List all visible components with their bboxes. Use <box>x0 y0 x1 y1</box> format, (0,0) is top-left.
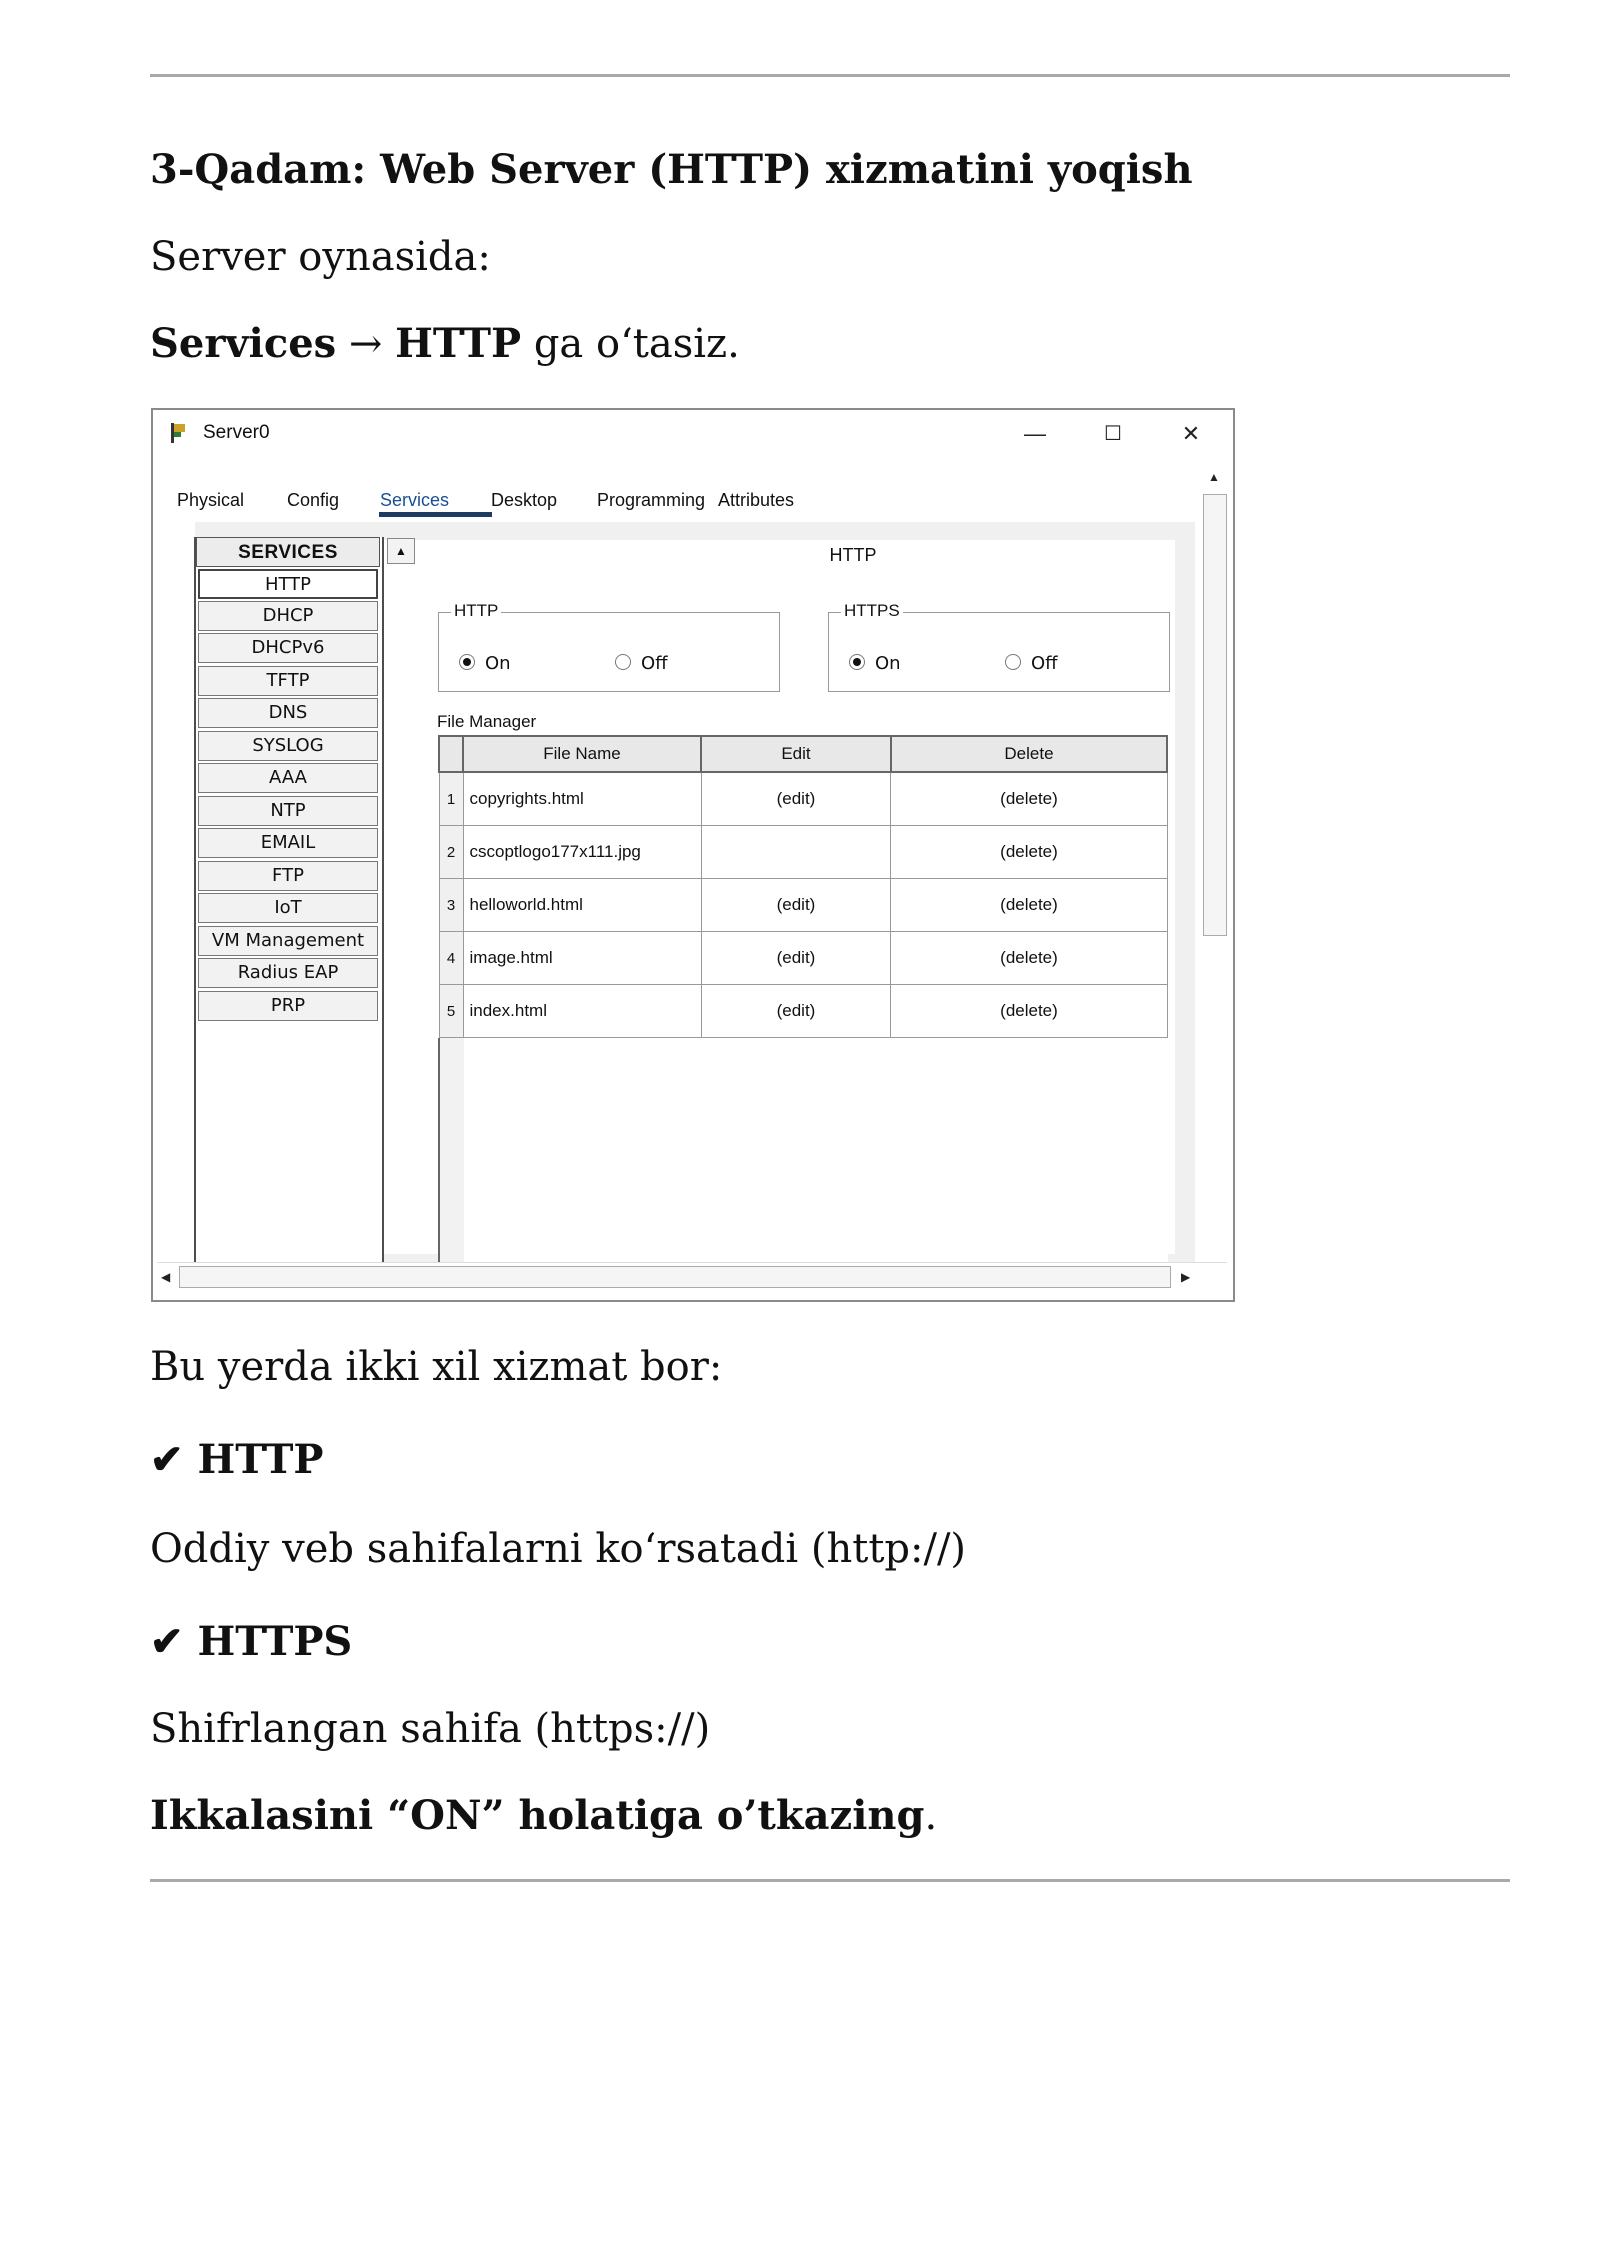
row-number: 5 <box>439 985 463 1038</box>
title-bar <box>153 410 1233 458</box>
https-group-label: HTTPS <box>841 601 903 621</box>
vertical-scrollbar[interactable] <box>1201 466 1227 1284</box>
row-number: 4 <box>439 932 463 985</box>
row-number: 1 <box>439 772 463 826</box>
tab-config[interactable]: Config <box>287 490 340 510</box>
tab-attributes[interactable]: Attributes <box>718 490 795 510</box>
https-group <box>828 601 1170 692</box>
delete-link[interactable]: (delete) <box>891 985 1167 1038</box>
service-email[interactable]: EMAIL <box>198 828 378 858</box>
row-number: 2 <box>439 826 463 879</box>
radio-selected-icon <box>849 654 865 670</box>
http-on-label: On <box>485 653 511 674</box>
nav-services: Services <box>150 320 337 367</box>
table-row <box>439 932 1167 985</box>
file-name: index.html <box>463 985 701 1038</box>
http-item-title <box>150 1436 323 1483</box>
horizontal-scroll-thumb[interactable] <box>179 1266 1171 1288</box>
file-manager-label: File Manager <box>437 712 537 731</box>
table-header-row <box>439 736 1167 772</box>
server-window <box>151 408 1235 1302</box>
service-prp[interactable]: PRP <box>198 991 378 1021</box>
http-off-label: Off <box>641 653 668 674</box>
header-delete: Delete <box>891 736 1167 772</box>
http-title-text: HTTP <box>197 1436 324 1483</box>
service-http[interactable]: HTTP <box>198 569 378 599</box>
service-dns[interactable]: DNS <box>198 698 378 728</box>
header-edit: Edit <box>701 736 891 772</box>
edit-link[interactable]: (edit) <box>701 932 891 985</box>
step-heading: 3-Qadam: Web Server (HTTP) xizmatini yoqish <box>150 146 1193 193</box>
delete-link[interactable]: (delete) <box>891 932 1167 985</box>
maximize-button[interactable]: ☐ <box>1104 423 1122 445</box>
services-intro: Bu yerda ikki xil xizmat bor: <box>150 1344 723 1390</box>
delete-link[interactable]: (delete) <box>891 826 1167 879</box>
radio-unselected-icon <box>615 654 631 670</box>
header-index <box>439 736 463 772</box>
https-off-radio[interactable] <box>1005 653 1058 674</box>
server-app-icon <box>169 422 189 444</box>
window-title: Server0 <box>203 422 270 443</box>
https-description: Shifrlangan sahifa (https://) <box>150 1706 711 1752</box>
scroll-right-arrow-icon[interactable]: ▶ <box>1181 1270 1191 1284</box>
service-dhcpv6[interactable]: DHCPv6 <box>198 633 378 663</box>
delete-link[interactable]: (delete) <box>891 879 1167 932</box>
tab-physical[interactable]: Physical <box>177 490 245 510</box>
file-manager-table <box>438 735 1168 1038</box>
nav-rest: ga o‘tasiz. <box>521 321 740 367</box>
service-aaa[interactable]: AAA <box>198 763 378 793</box>
http-on-radio[interactable] <box>459 653 511 674</box>
service-syslog[interactable]: SYSLOG <box>198 731 378 761</box>
final-instruction <box>150 1792 937 1839</box>
table-empty-index-column <box>438 1038 465 1264</box>
radio-selected-icon <box>459 654 475 670</box>
service-radius-eap[interactable]: Radius EAP <box>198 958 378 988</box>
tab-programming[interactable]: Programming <box>597 490 706 510</box>
http-group <box>438 601 780 692</box>
service-iot[interactable]: IoT <box>198 893 378 923</box>
table-row <box>439 826 1167 879</box>
tab-services[interactable]: Services <box>380 490 450 510</box>
file-name: copyrights.html <box>463 772 701 826</box>
header-file-name: File Name <box>463 736 701 772</box>
http-description: Oddiy veb sahifalarni ko‘rsatadi (http://) <box>150 1526 967 1572</box>
horizontal-scrollbar[interactable] <box>157 1262 1227 1291</box>
active-tab-indicator <box>379 512 492 517</box>
nav-arrow: → <box>336 321 396 367</box>
final-instruction-bold: Ikkalasini “ON” holatiga o’tkazing <box>150 1792 925 1839</box>
service-dhcp[interactable]: DHCP <box>198 601 378 631</box>
navigation-instruction <box>150 320 740 367</box>
https-off-label: Off <box>1031 653 1058 674</box>
http-group-label: HTTP <box>451 601 501 621</box>
scroll-up-arrow-icon[interactable]: ▲ <box>1208 470 1220 484</box>
bottom-divider <box>150 1879 1510 1882</box>
nav-http: HTTP <box>395 320 522 367</box>
edit-link[interactable]: (edit) <box>701 879 891 932</box>
final-instruction-period: . <box>924 1793 938 1839</box>
edit-link[interactable]: (edit) <box>701 985 891 1038</box>
services-header: SERVICES <box>196 537 380 567</box>
check-icon: ✔ <box>150 1436 184 1483</box>
services-scroll-up-button[interactable]: ▲ <box>387 538 415 564</box>
edit-cell <box>701 826 891 879</box>
edit-link[interactable]: (edit) <box>701 772 891 826</box>
services-list <box>194 537 384 1264</box>
top-divider <box>150 74 1510 77</box>
minimize-button[interactable]: — <box>1024 421 1046 446</box>
scroll-left-arrow-icon[interactable]: ◀ <box>161 1270 171 1284</box>
tab-desktop[interactable]: Desktop <box>491 490 558 510</box>
table-empty-area <box>464 1038 1168 1264</box>
https-on-label: On <box>875 653 901 674</box>
file-name: image.html <box>463 932 701 985</box>
row-number: 3 <box>439 879 463 932</box>
https-title-text: HTTPS <box>197 1618 353 1665</box>
panel-title: HTTP <box>829 545 877 565</box>
https-on-radio[interactable] <box>849 653 901 674</box>
table-row <box>439 772 1167 826</box>
service-vm-management[interactable]: VM Management <box>198 926 378 956</box>
delete-link[interactable]: (delete) <box>891 772 1167 826</box>
file-name: cscoptlogo177x111.jpg <box>463 826 701 879</box>
close-button[interactable]: ✕ <box>1181 421 1201 446</box>
intro-line: Server oynasida: <box>150 234 491 280</box>
check-icon: ✔ <box>150 1618 184 1665</box>
service-tftp[interactable]: TFTP <box>198 666 378 696</box>
table-row <box>439 985 1167 1038</box>
https-item-title <box>150 1618 352 1665</box>
radio-unselected-icon <box>1005 654 1021 670</box>
service-ftp[interactable]: FTP <box>198 861 378 891</box>
vertical-scroll-thumb[interactable] <box>1203 494 1227 936</box>
file-name: helloworld.html <box>463 879 701 932</box>
http-off-radio[interactable] <box>615 653 668 674</box>
table-row <box>439 879 1167 932</box>
service-ntp[interactable]: NTP <box>198 796 378 826</box>
